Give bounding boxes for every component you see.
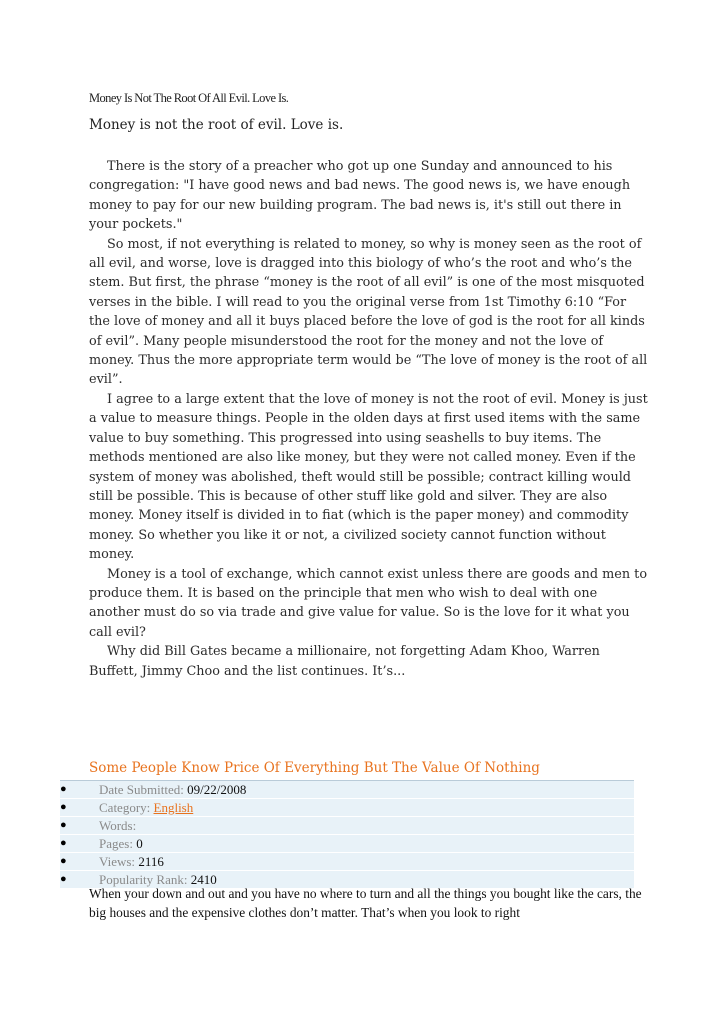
meta-category bbox=[60, 799, 634, 817]
meta-label: Views: bbox=[99, 854, 136, 869]
meta-value: 2410 bbox=[190, 872, 217, 887]
meta-words bbox=[60, 817, 634, 835]
paragraph: There is the story of a preacher who got up one Sunday and announced to his congregation: "I have good news and bad news. The good news is, we have enough money to pay for our new building program. The bad news is, it's still out there in your pockets." bbox=[89, 159, 631, 233]
meta-value: 0 bbox=[136, 836, 143, 851]
meta-value: 09/22/2008 bbox=[187, 782, 247, 797]
meta-views bbox=[60, 853, 634, 871]
paragraph: Money is a tool of exchange, which cannot exist unless there are goods and men to produce them. It is based on the principle that men who wish to deal with one another must do so via trade and give value for value. So is the love for it what you call evil? bbox=[89, 566, 648, 640]
document-small-title: Money Is Not The Root Of All Evil. Love Is. bbox=[89, 91, 289, 105]
essay-body bbox=[89, 157, 649, 681]
meta-label: Date Submitted: bbox=[99, 782, 184, 797]
meta-pages bbox=[60, 835, 634, 853]
bullet-icon: ● bbox=[60, 783, 67, 795]
essay-meta-list bbox=[60, 780, 634, 889]
bullet-icon: ● bbox=[60, 855, 67, 867]
meta-label: Pages: bbox=[99, 836, 133, 851]
meta-label: Words: bbox=[99, 818, 137, 833]
paragraph: So most, if not everything is related to money, so why is money seen as the root of all evil, and worse, love is dragged into this biology of who’s the root and who’s the stem. But first, the phrase “money is the root of all evil” is one of the most misquoted verses in the bible. I will read to you the original verse from 1st Timothy 6:10 “For the love of money and all it buys placed before the love of god is the root for all kinds of evil”. Many people misunderstood the root for the money and not the love of money. Thus the more appropriate term would be “The love of money is the root of all evil”. bbox=[89, 236, 648, 388]
bullet-icon: ● bbox=[60, 837, 67, 849]
meta-value: 2116 bbox=[138, 854, 164, 869]
paragraph: Why did Bill Gates became a millionaire, not forgetting Adam Khoo, Warren Buffett, Jimmy Choo and the list continues. It’s... bbox=[89, 644, 600, 679]
meta-date-submitted bbox=[60, 781, 634, 799]
meta-label: Popularity Rank: bbox=[99, 872, 188, 887]
document-heading: Money is not the root of evil. Love is. bbox=[89, 117, 344, 133]
related-essay-excerpt: When your down and out and you have no where to turn and all the things you bought like the cars, the big houses and the expensive clothes don’t matter. That’s when you look to right bbox=[89, 886, 642, 920]
paragraph: I agree to a large extent that the love of money is not the root of evil. Money is just a value to measure things. People in the olden days at first used items with the same value to buy something. This progressed into using seashells to buy items. The methods mentioned are also like money, but they were not called money. Even if the system of money was abolished, theft would still be possible; contract killing would still be possible. This is because of other stuff like gold and silver. They are also money. Money itself is divided in to fiat (which is the paper money) and commodity money. So whether you like it or not, a civilized society cannot function without money. bbox=[89, 391, 648, 563]
bullet-icon: ● bbox=[60, 801, 67, 813]
bullet-icon: ● bbox=[60, 873, 67, 885]
bullet-icon: ● bbox=[60, 819, 67, 831]
meta-label: Category: bbox=[99, 800, 151, 815]
related-essay-title-link[interactable]: Some People Know Price Of Everything But The Value Of Nothing bbox=[89, 760, 540, 776]
category-link[interactable]: English bbox=[153, 800, 194, 815]
